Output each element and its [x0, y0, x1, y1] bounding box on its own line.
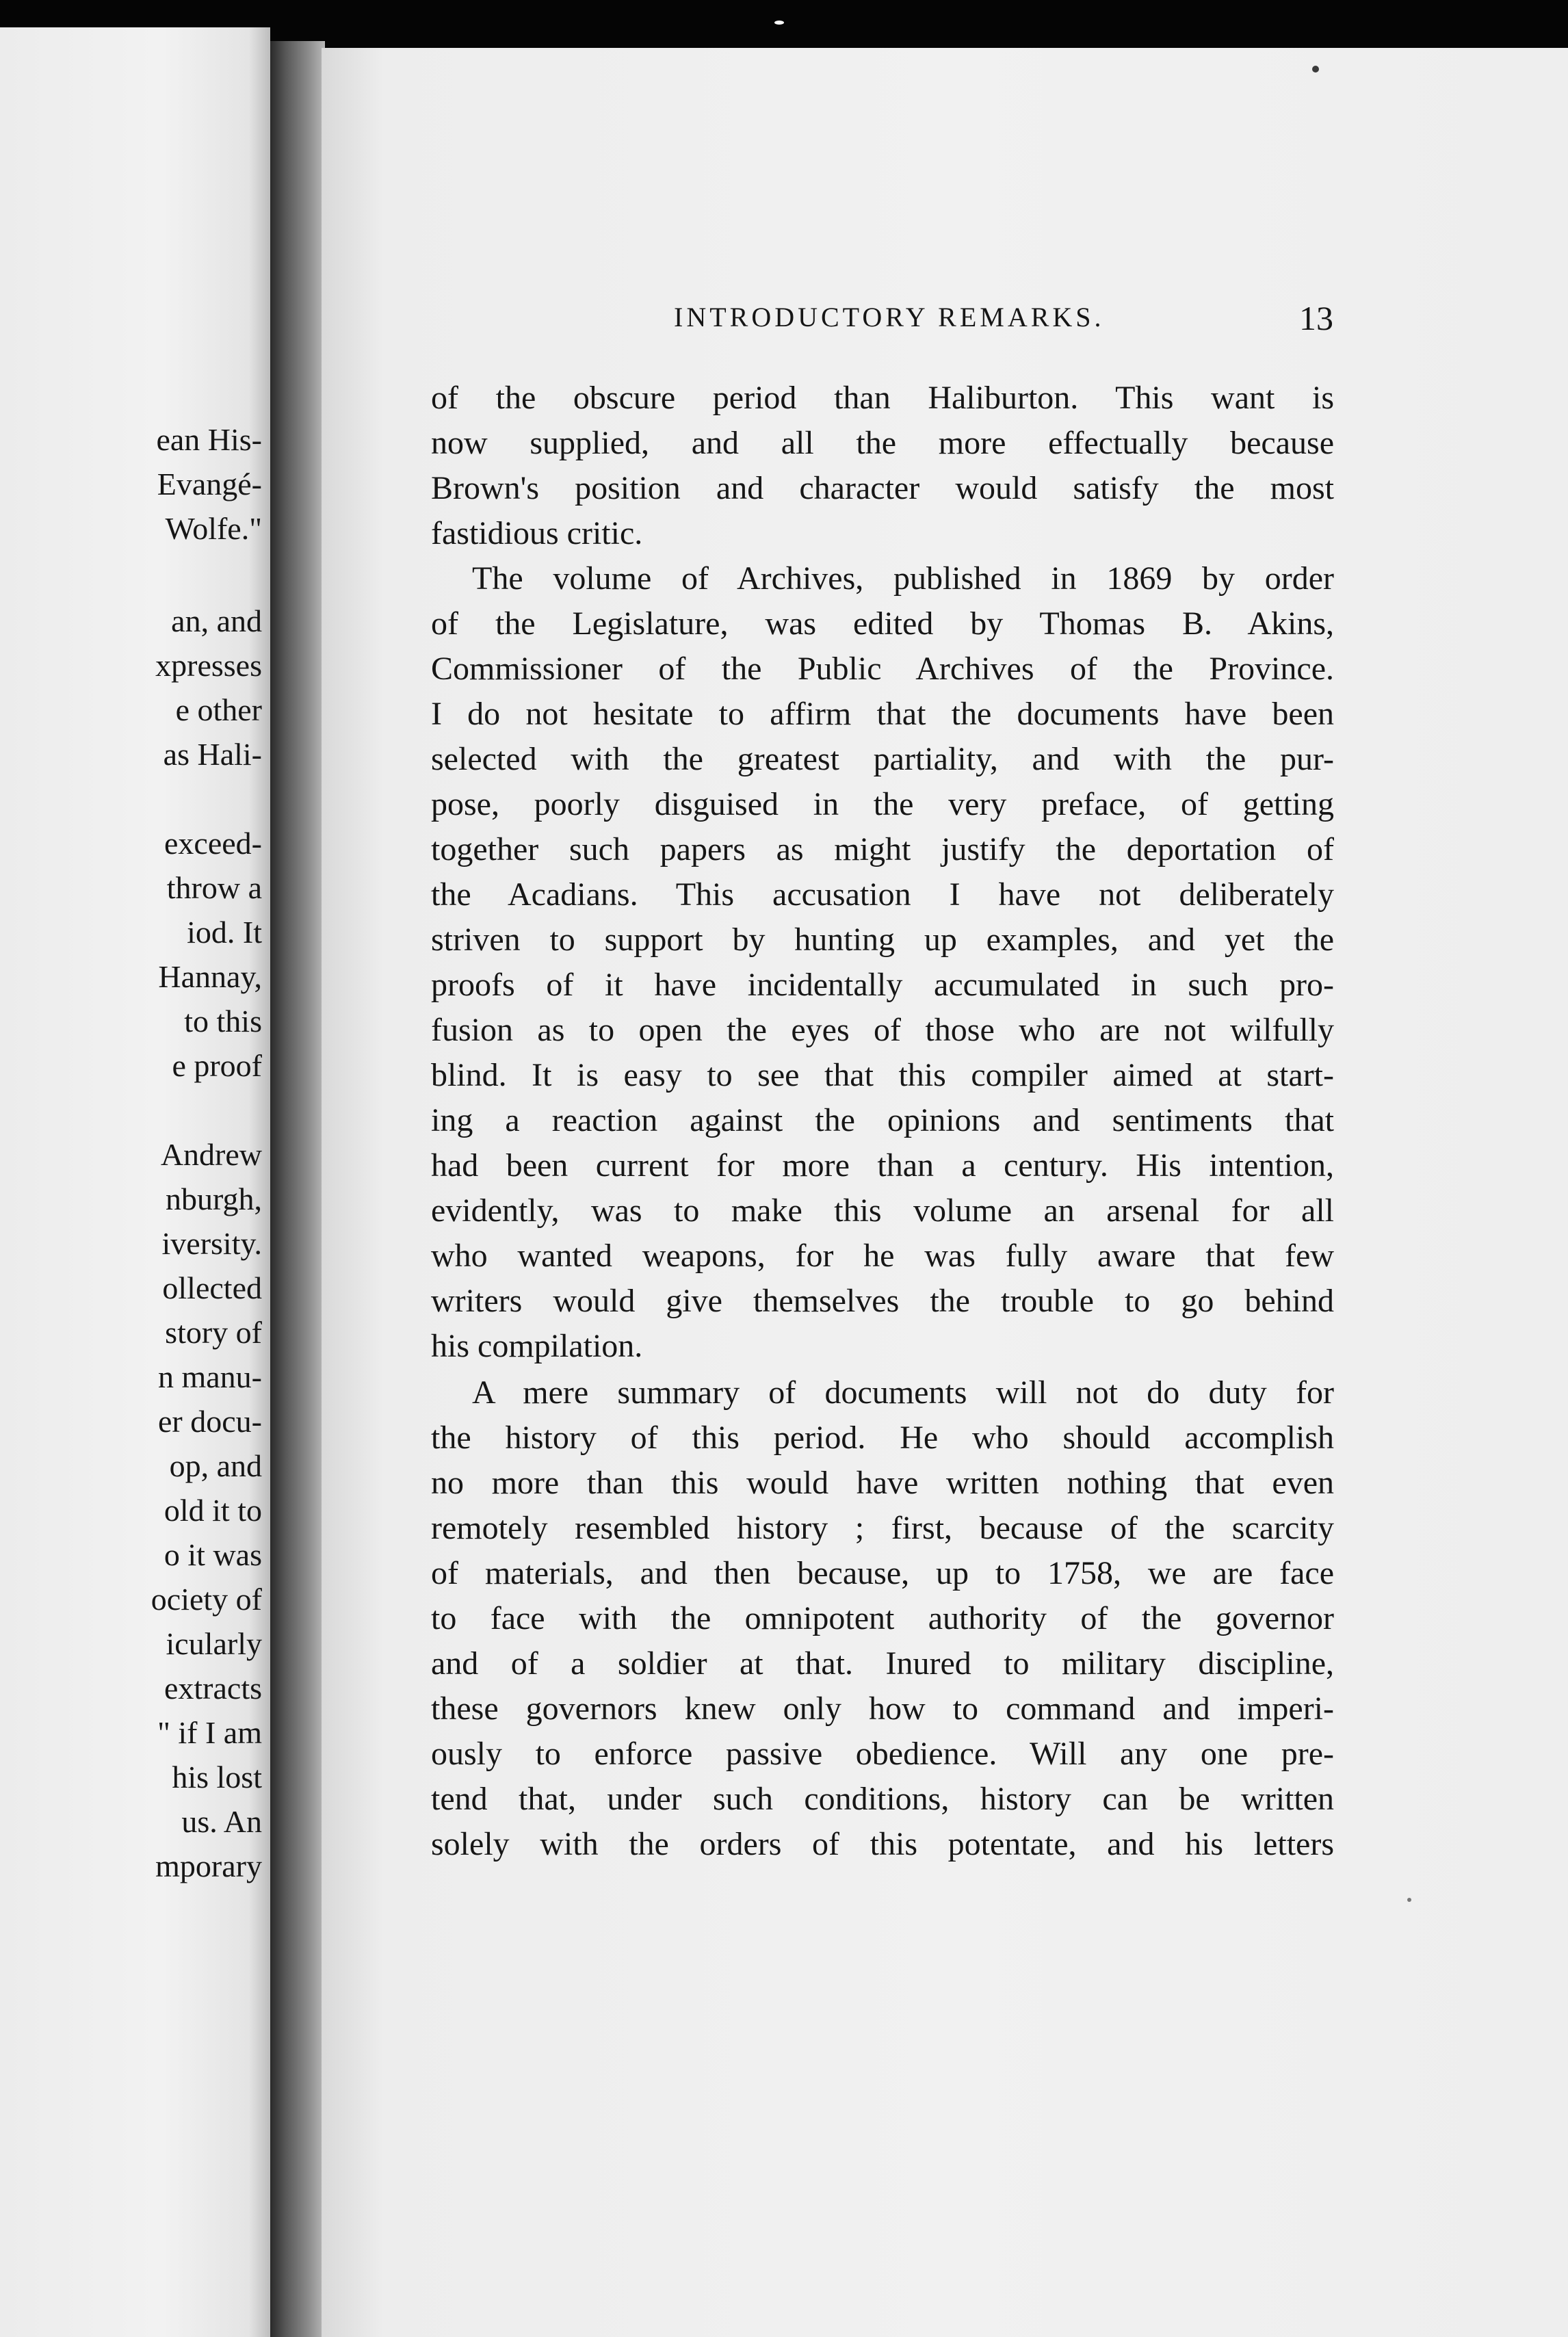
- body-line: to face with the omnipotent authority of the governor: [431, 1600, 1334, 1636]
- body-line: fusion as to open the eyes of those who are not wilfully: [431, 1012, 1334, 1048]
- left-page-line: Hannay,: [158, 959, 262, 994]
- left-page-line: nburgh,: [166, 1181, 262, 1216]
- body-line: Brown's position and character would satisfy the most: [431, 470, 1334, 506]
- body-line: striven to support by hunting up examples, and yet the: [431, 922, 1334, 958]
- body-line: A mere summary of documents will not do duty for: [472, 1374, 1334, 1411]
- body-line: pose, poorly disguised in the very preface, of getting: [431, 786, 1334, 822]
- running-head: INTRODUCTORY REMARKS.: [674, 302, 1105, 332]
- left-page-line: ociety of: [151, 1582, 262, 1617]
- body-line: ously to enforce passive obedience. Will any one pre-: [431, 1736, 1334, 1772]
- body-line: tend that, under such conditions, history can be written: [431, 1781, 1334, 1817]
- scan-speck: [1312, 66, 1319, 73]
- left-page-line: iod. It: [187, 915, 262, 950]
- left-page-line: e other: [175, 692, 262, 727]
- left-page-line: his lost: [172, 1760, 262, 1794]
- left-page-line: throw a: [166, 870, 262, 905]
- left-page-line: as Hali-: [163, 737, 262, 772]
- left-page-line: old it to: [164, 1493, 262, 1528]
- left-page-line: us. An: [181, 1804, 262, 1839]
- page-number: 13: [1299, 299, 1333, 337]
- left-page-line: e proof: [172, 1048, 262, 1083]
- body-line: of the Legislature, was edited by Thomas B. Akins,: [431, 605, 1334, 642]
- body-line: selected with the greatest partiality, and with the pur-: [431, 741, 1334, 777]
- body-line: now supplied, and all the more effectually because: [431, 425, 1334, 461]
- body-line: I do not hesitate to affirm that the documents have been: [431, 696, 1334, 732]
- body-line: solely with the orders of this potentate, and his letters: [431, 1826, 1334, 1862]
- body-line: writers would give themselves the trouble to go behind: [431, 1283, 1334, 1319]
- left-page-line: mporary: [155, 1849, 262, 1883]
- body-line: these governors knew only how to command and imperi-: [431, 1690, 1334, 1727]
- body-line: no more than this would have written nothing that even: [431, 1465, 1334, 1501]
- body-line: fastidious critic.: [431, 515, 643, 551]
- scan-speck: [1407, 1898, 1411, 1902]
- body-line: and of a soldier at that. Inured to military discipline,: [431, 1645, 1334, 1682]
- book-gutter: [270, 41, 325, 2337]
- left-page-line: extracts: [164, 1671, 262, 1706]
- body-line: Commissioner of the Public Archives of the Province.: [431, 651, 1334, 687]
- body-line: The volume of Archives, published in 1869 by order: [472, 560, 1334, 597]
- body-line: the history of this period. He who should accomplish: [431, 1420, 1334, 1456]
- left-page-line: ean His-: [156, 422, 262, 457]
- body-line: had been current for more than a century. His intention,: [431, 1147, 1334, 1184]
- left-page-line: to this: [184, 1004, 262, 1039]
- left-page-line: " if I am: [157, 1715, 262, 1750]
- left-page-line: o it was: [164, 1537, 262, 1572]
- body-line: his compilation.: [431, 1328, 643, 1364]
- body-line: proofs of it have incidentally accumulated in such pro-: [431, 967, 1334, 1003]
- body-line: who wanted weapons, for he was fully aware that few: [431, 1238, 1334, 1274]
- body-line: evidently, was to make this volume an arsenal for all: [431, 1192, 1334, 1229]
- scan-speck: [774, 21, 784, 25]
- left-page-line: icularly: [166, 1626, 262, 1661]
- left-page-line: iversity.: [161, 1226, 262, 1261]
- left-page: [0, 27, 270, 2337]
- left-page-line: exceed-: [164, 826, 262, 861]
- left-page-line: Evangé-: [157, 467, 262, 501]
- left-page-line: story of: [165, 1315, 262, 1350]
- left-page-line: op, and: [169, 1448, 262, 1483]
- left-page-line: Andrew: [160, 1137, 262, 1172]
- body-line: of the obscure period than Haliburton. This want is: [431, 380, 1334, 416]
- left-page-line: Wolfe.": [165, 511, 262, 546]
- body-line: blind. It is easy to see that this compiler aimed at start-: [431, 1057, 1334, 1093]
- left-page-line: an, and: [171, 603, 262, 638]
- body-line: ing a reaction against the opinions and sentiments that: [431, 1102, 1334, 1138]
- body-line: together such papers as might justify the deportation of: [431, 831, 1334, 867]
- body-line: of materials, and then because, up to 1758, we are face: [431, 1555, 1334, 1591]
- body-line: the Acadians. This accusation I have not deliberately: [431, 876, 1334, 913]
- left-page-line: n manu-: [157, 1359, 262, 1394]
- left-page-line: ollected: [162, 1270, 262, 1305]
- body-line: remotely resembled history ; first, because of the scarcity: [431, 1510, 1334, 1546]
- left-page-line: xpresses: [155, 648, 262, 683]
- left-page-line: er docu-: [158, 1404, 262, 1439]
